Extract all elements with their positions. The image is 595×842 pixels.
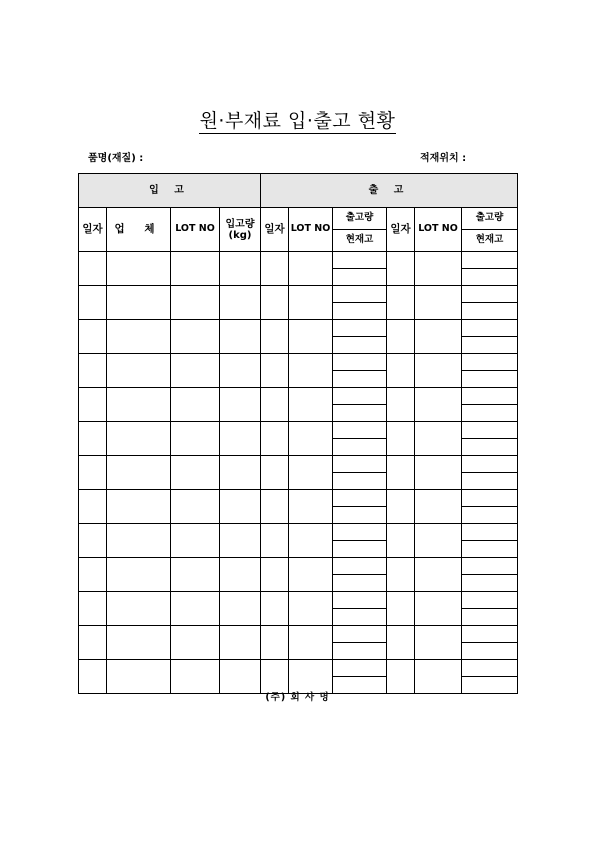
in-qty-cell[interactable]: [220, 626, 261, 660]
out1-lot-cell[interactable]: [289, 626, 333, 660]
out1-date-header: 일자: [261, 208, 289, 252]
table-row: [79, 286, 518, 303]
in-lot-cell[interactable]: [171, 558, 220, 592]
in-date-cell[interactable]: [79, 456, 107, 490]
out2-stock-cell[interactable]: [462, 643, 518, 660]
out2-date-cell[interactable]: [387, 456, 415, 490]
in-qty-cell[interactable]: [220, 524, 261, 558]
out2-lot-cell[interactable]: [415, 354, 462, 388]
in-lot-cell[interactable]: [171, 592, 220, 626]
in-vendor-cell[interactable]: [107, 592, 171, 626]
out2-lot-cell[interactable]: [415, 320, 462, 354]
out1-date-cell[interactable]: [261, 456, 289, 490]
in-date-cell[interactable]: [79, 592, 107, 626]
out2-stock-cell[interactable]: [462, 541, 518, 558]
in-qty-cell[interactable]: [220, 456, 261, 490]
out2-date-cell[interactable]: [387, 592, 415, 626]
out1-date-cell[interactable]: [261, 422, 289, 456]
out1-qty-header: 출고량: [333, 208, 387, 230]
out2-stock-cell[interactable]: [462, 405, 518, 422]
out1-stock-cell[interactable]: [333, 541, 387, 558]
in-lot-cell[interactable]: [171, 388, 220, 422]
in-date-cell[interactable]: [79, 524, 107, 558]
out1-date-cell[interactable]: [261, 490, 289, 524]
out1-stock-cell[interactable]: [333, 337, 387, 354]
out2-lot-cell[interactable]: [415, 524, 462, 558]
out2-lot-cell[interactable]: [415, 252, 462, 286]
out2-stock-header: 현재고: [462, 230, 518, 252]
in-date-cell[interactable]: [79, 422, 107, 456]
out2-lot-cell[interactable]: [415, 490, 462, 524]
in-date-header: 일자: [79, 208, 107, 252]
group-header-row: [79, 174, 518, 208]
out2-qty-cell[interactable]: [462, 320, 518, 337]
table-row: [79, 422, 518, 439]
out1-qty-cell[interactable]: [333, 422, 387, 439]
table-row: [79, 456, 518, 473]
in-lot-cell[interactable]: [171, 456, 220, 490]
in-qty-header: 입고량 (kg): [220, 208, 261, 252]
in-date-cell[interactable]: [79, 320, 107, 354]
out2-lot-cell[interactable]: [415, 286, 462, 320]
out1-stock-cell[interactable]: [333, 643, 387, 660]
out2-qty-cell[interactable]: [462, 490, 518, 507]
in-qty-cell[interactable]: [220, 286, 261, 320]
out1-lot-cell[interactable]: [289, 422, 333, 456]
table-row: [79, 320, 518, 337]
document-title-text: 원·부재료 입·출고 현황: [199, 110, 396, 132]
in-vendor-cell[interactable]: [107, 252, 171, 286]
out2-lot-cell[interactable]: [415, 558, 462, 592]
in-vendor-cell[interactable]: [107, 286, 171, 320]
in-vendor-cell[interactable]: [107, 626, 171, 660]
out1-qty-cell[interactable]: [333, 456, 387, 473]
out1-qty-cell[interactable]: [333, 388, 387, 405]
out2-qty-cell[interactable]: [462, 422, 518, 439]
storage-location-label: 적재위치 :: [420, 153, 467, 164]
out1-stock-cell[interactable]: [333, 405, 387, 422]
out2-date-header: 일자: [387, 208, 415, 252]
out2-qty-cell[interactable]: [462, 456, 518, 473]
out2-date-cell[interactable]: [387, 490, 415, 524]
in-qty-cell[interactable]: [220, 320, 261, 354]
in-lot-cell[interactable]: [171, 252, 220, 286]
table-row: [79, 252, 518, 269]
out2-stock-cell[interactable]: [462, 439, 518, 456]
out1-stock-cell[interactable]: [333, 269, 387, 286]
in-lot-cell[interactable]: [171, 626, 220, 660]
out1-date-cell[interactable]: [261, 558, 289, 592]
out1-lot-cell[interactable]: [289, 388, 333, 422]
in-vendor-cell[interactable]: [107, 558, 171, 592]
item-name-label: 품명(재질) :: [88, 153, 144, 164]
out1-lot-cell[interactable]: [289, 252, 333, 286]
out2-date-cell[interactable]: [387, 252, 415, 286]
in-lot-header: LOT NO: [171, 208, 220, 252]
out2-lot-cell[interactable]: [415, 456, 462, 490]
in-date-cell[interactable]: [79, 252, 107, 286]
table-row: [79, 558, 518, 575]
out2-date-cell[interactable]: [387, 286, 415, 320]
out1-lot-cell[interactable]: [289, 558, 333, 592]
out2-stock-cell[interactable]: [462, 303, 518, 320]
out1-stock-cell[interactable]: [333, 507, 387, 524]
out2-lot-cell[interactable]: [415, 626, 462, 660]
out2-date-cell[interactable]: [387, 422, 415, 456]
in-qty-cell[interactable]: [220, 388, 261, 422]
out1-stock-cell[interactable]: [333, 473, 387, 490]
out2-qty-cell[interactable]: [462, 354, 518, 371]
out2-qty-cell[interactable]: [462, 388, 518, 405]
out1-date-cell[interactable]: [261, 388, 289, 422]
table-row: [79, 490, 518, 507]
out2-qty-cell[interactable]: [462, 558, 518, 575]
out2-date-cell[interactable]: [387, 320, 415, 354]
in-qty-cell[interactable]: [220, 252, 261, 286]
in-vendor-cell[interactable]: [107, 422, 171, 456]
out1-date-cell[interactable]: [261, 252, 289, 286]
in-lot-cell[interactable]: [171, 524, 220, 558]
table-row: [79, 354, 518, 371]
out1-qty-cell[interactable]: [333, 626, 387, 643]
out1-qty-cell[interactable]: [333, 592, 387, 609]
out2-date-cell[interactable]: [387, 354, 415, 388]
out1-stock-cell[interactable]: [333, 575, 387, 592]
out1-date-cell[interactable]: [261, 592, 289, 626]
in-vendor-cell[interactable]: [107, 388, 171, 422]
out1-qty-cell[interactable]: [333, 320, 387, 337]
out1-lot-header: LOT NO: [289, 208, 333, 252]
in-vendor-cell[interactable]: [107, 320, 171, 354]
in-date-cell[interactable]: [79, 354, 107, 388]
in-date-cell[interactable]: [79, 388, 107, 422]
out2-stock-cell[interactable]: [462, 337, 518, 354]
out1-date-cell[interactable]: [261, 524, 289, 558]
out2-qty-header: 출고량: [462, 208, 518, 230]
inventory-ledger-table: [78, 173, 518, 694]
out1-qty-cell[interactable]: [333, 524, 387, 541]
out2-lot-cell[interactable]: [415, 388, 462, 422]
in-lot-cell[interactable]: [171, 354, 220, 388]
out1-qty-cell[interactable]: [333, 252, 387, 269]
out2-qty-cell[interactable]: [462, 286, 518, 303]
out2-lot-header: LOT NO: [415, 208, 462, 252]
table-row: [79, 388, 518, 405]
table-row: [79, 524, 518, 541]
out1-date-cell[interactable]: [261, 320, 289, 354]
out1-lot-cell[interactable]: [289, 524, 333, 558]
table-row: [79, 592, 518, 609]
out1-lot-cell[interactable]: [289, 456, 333, 490]
incoming-group-header: 입 고: [79, 174, 261, 208]
in-lot-cell[interactable]: [171, 490, 220, 524]
in-lot-cell[interactable]: [171, 320, 220, 354]
out2-stock-cell[interactable]: [462, 269, 518, 286]
in-qty-cell[interactable]: [220, 422, 261, 456]
in-vendor-cell[interactable]: [107, 456, 171, 490]
in-date-cell[interactable]: [79, 626, 107, 660]
out2-qty-cell[interactable]: [462, 626, 518, 643]
in-vendor-cell[interactable]: [107, 490, 171, 524]
in-qty-cell[interactable]: [220, 592, 261, 626]
company-name-footer: (주) 회 사 명: [265, 692, 330, 703]
out1-lot-cell[interactable]: [289, 286, 333, 320]
out2-date-cell[interactable]: [387, 558, 415, 592]
out1-lot-cell[interactable]: [289, 490, 333, 524]
in-lot-cell[interactable]: [171, 422, 220, 456]
out1-date-cell[interactable]: [261, 286, 289, 320]
out1-qty-cell[interactable]: [333, 354, 387, 371]
in-date-cell[interactable]: [79, 490, 107, 524]
out1-lot-cell[interactable]: [289, 320, 333, 354]
out2-qty-cell[interactable]: [462, 592, 518, 609]
out1-lot-cell[interactable]: [289, 354, 333, 388]
out2-lot-cell[interactable]: [415, 592, 462, 626]
out2-stock-cell[interactable]: [462, 371, 518, 388]
out2-date-cell[interactable]: [387, 524, 415, 558]
table-row: [79, 660, 518, 677]
out1-stock-header: 현재고: [333, 230, 387, 252]
out1-stock-cell[interactable]: [333, 371, 387, 388]
out2-qty-cell[interactable]: [462, 252, 518, 269]
out2-stock-cell[interactable]: [462, 507, 518, 524]
out2-lot-cell[interactable]: [415, 422, 462, 456]
outgoing-group-header: 출 고: [261, 174, 518, 208]
out1-stock-cell[interactable]: [333, 303, 387, 320]
ledger-body: [79, 252, 518, 694]
out1-date-cell[interactable]: [261, 626, 289, 660]
out1-qty-cell[interactable]: [333, 558, 387, 575]
out2-qty-cell[interactable]: [462, 524, 518, 541]
out2-stock-cell[interactable]: [462, 609, 518, 626]
out2-date-cell[interactable]: [387, 388, 415, 422]
out1-qty-cell[interactable]: [333, 286, 387, 303]
out1-stock-cell[interactable]: [333, 609, 387, 626]
out2-stock-cell[interactable]: [462, 575, 518, 592]
column-header-row-1: [79, 208, 518, 230]
in-qty-cell[interactable]: [220, 558, 261, 592]
in-date-cell[interactable]: [79, 286, 107, 320]
in-date-cell[interactable]: [79, 558, 107, 592]
document-title: [0, 106, 595, 133]
in-lot-cell[interactable]: [171, 286, 220, 320]
out1-qty-cell[interactable]: [333, 660, 387, 677]
out2-date-cell[interactable]: [387, 626, 415, 660]
in-qty-cell[interactable]: [220, 354, 261, 388]
out2-qty-cell[interactable]: [462, 660, 518, 677]
out1-qty-cell[interactable]: [333, 490, 387, 507]
in-vendor-cell[interactable]: [107, 524, 171, 558]
out1-date-cell[interactable]: [261, 354, 289, 388]
table-row: [79, 626, 518, 643]
in-vendor-cell[interactable]: [107, 354, 171, 388]
in-vendor-header: 업 체: [107, 208, 171, 252]
out2-stock-cell[interactable]: [462, 473, 518, 490]
out1-stock-cell[interactable]: [333, 439, 387, 456]
out1-lot-cell[interactable]: [289, 592, 333, 626]
in-qty-cell[interactable]: [220, 490, 261, 524]
